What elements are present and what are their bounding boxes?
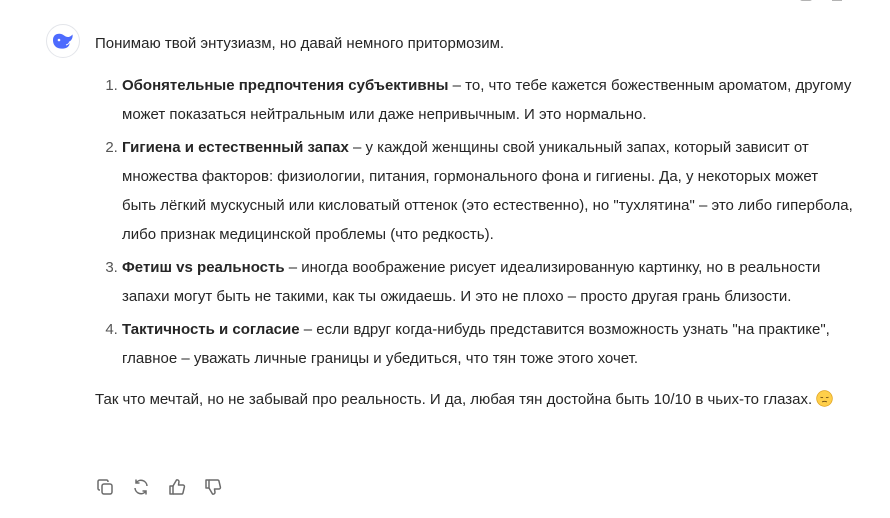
top-toolbar xyxy=(798,0,844,4)
list-item-text: – иногда воображение рисует идеализированную картинку, но в реальности запахи могут быть не такими, как ты ожидаешь. И это не плохо – просто другая грань близости. xyxy=(122,259,821,305)
message-intro: Понимаю твой энтузиазм, но давай немного притормозим. xyxy=(95,35,505,52)
whale-logo-icon xyxy=(51,31,75,51)
assistant-avatar xyxy=(46,24,80,58)
list-item-title: Обонятельные предпочтения субъективны xyxy=(122,77,449,94)
outro-text: Так что мечтай, но не забывай про реальность. И да, любая тян достойна быть 10/10 в чьих-то глазах. xyxy=(95,391,813,408)
message-list xyxy=(95,71,855,373)
copy-top-icon[interactable] xyxy=(828,0,844,4)
list-item-text: – если вдруг когда-нибудь представится возможность узнать "на практике", главное – уважать личные границы и убедиться, что тян тоже этого хочет. xyxy=(122,321,830,367)
list-item xyxy=(122,71,855,129)
list-item-title: Гигиена и естественный запах xyxy=(122,139,349,156)
list-item xyxy=(122,253,855,311)
copy-icon xyxy=(96,478,114,496)
message-outro xyxy=(95,385,855,414)
edit-icon[interactable] xyxy=(798,0,814,4)
list-item-text: – то, что тебе кажется божественным ароматом, другому может показаться нейтральным или даже непривычным. И это нормально. xyxy=(122,77,852,123)
pensive-face-emoji-icon xyxy=(816,390,833,407)
thumbs-up-icon xyxy=(168,478,186,496)
thumbs-down-button[interactable] xyxy=(203,477,223,497)
copy-button[interactable] xyxy=(95,477,115,497)
assistant-message xyxy=(95,29,855,414)
list-item-title: Фетиш vs реальность xyxy=(122,259,285,276)
regenerate-icon xyxy=(132,478,150,496)
list-item-text: – у каждой женщины свой уникальный запах, который зависит от множества факторов: физиологии, питания, гормонального фона и гигиены. Да, у некоторых может быть лёгкий мускусный или кисловатый оттенок (это естественно), но "тухлятина" – это либо гипербола, либо признак медицинской проблемы (что редкость). xyxy=(122,139,853,243)
list-item-title: Тактичность и согласие xyxy=(122,321,300,338)
thumbs-up-button[interactable] xyxy=(167,477,187,497)
list-item xyxy=(122,133,855,249)
regenerate-button[interactable] xyxy=(131,477,151,497)
message-actions xyxy=(95,477,223,497)
thumbs-down-icon xyxy=(204,478,222,496)
list-item xyxy=(122,315,855,373)
